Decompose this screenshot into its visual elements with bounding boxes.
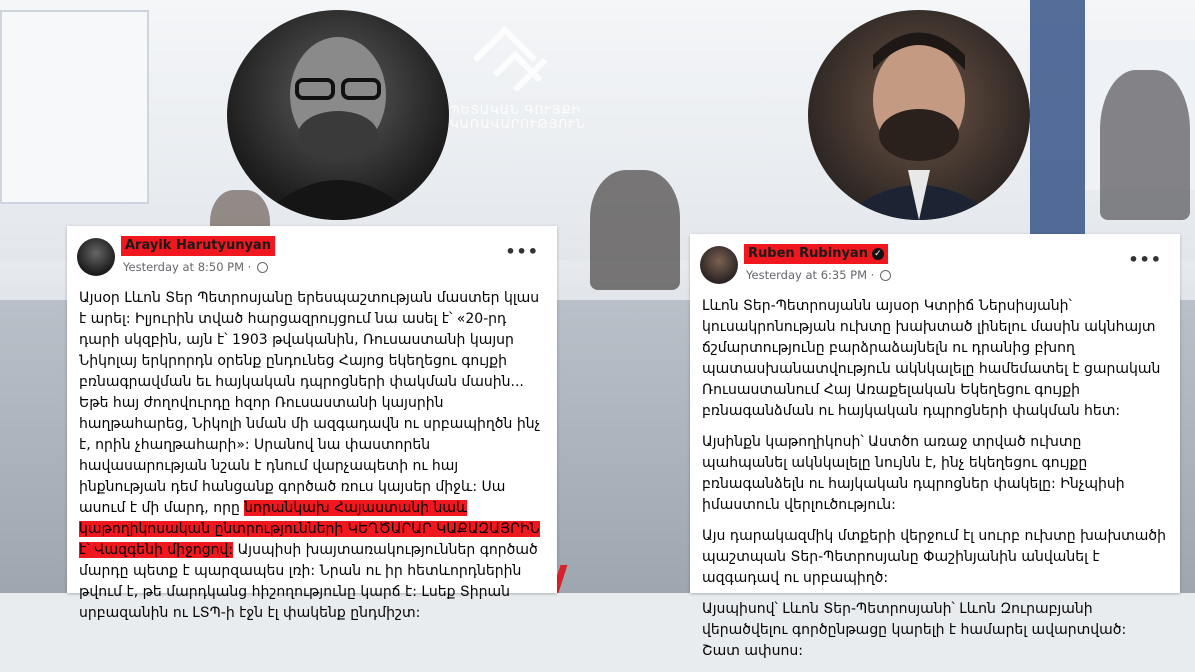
background-person <box>1100 70 1190 220</box>
highlighted-text: նորանկախ Հայաստանի նաև կաթողիկոսական ընտրությունների ԿԵՂԾԱՐԱՐ ԿԱՔԱԶԱՅՐԻՆ է՝ Վազգենի միջոցով: <box>79 500 540 558</box>
post-text <box>702 296 1168 672</box>
background-person <box>590 170 680 290</box>
organization-name: ՊԵՏԱԿԱՆ ԳՈՒՅՔԻ ԿԱՌԱՎԱՐՈՒԹՅՈՒՆ <box>450 103 586 131</box>
verified-badge-icon: ✓ <box>872 248 884 260</box>
avatar[interactable] <box>77 238 115 276</box>
post-paragraph: Լևոն Տեր-Պետրոսյանն այսօր Կտրիճ Ներսիսյանի՝ կուսակրոնության ուխտը խախտած լինելու մասին ակնհայտ ճշմարտությունը բարձրաձայնելն ու դրանից բխող պատասխանատվություն ակնկալելը համեմատել է ցարական Ռուսաստանում Հայ Առաքելական Եկեղեցու գույքի բռնագանձման ու հայկական դպրոցների փակման հետ: <box>702 298 1161 419</box>
globe-icon <box>880 270 891 281</box>
post-timestamp[interactable]: Yesterday at 6:35 PM · <box>746 268 891 282</box>
portrait-silhouette-icon <box>808 10 1030 220</box>
portrait-silhouette-icon <box>227 10 449 220</box>
post-timestamp[interactable]: Yesterday at 8:50 PM · <box>123 260 268 274</box>
post-paragraph: Այս դարակազմիկ մտքերի վերջում էլ սուրբ ուխտը խախտածի պաշտպան Տեր-Պետրոսյանը Փաշինյանին անվանել է ազգադավ ու սրբապիղծ: <box>702 528 1167 586</box>
author-name[interactable]: Arayik Harutyunyan <box>121 236 275 256</box>
post-paragraph: Այսինքն կաթողիկոսի՝ Աստծո առաջ տրված ուխտը պահպանել ակնկալելը նույնն է, ինչ եկեղեցու գույքը բռնագանձելն ու հայկական դպրոցներ փակելը: Ինչպիսի իմաստուն վերլուծություն: <box>702 434 1125 513</box>
post-text-part: Այսպիսի խայտառակություններ գործած մարդը պետք է պարզապես լռի: Նրան ու իր հետևորդներին թվում է, թե մարդկանց հիշողությունը կարճ է: Լսեք Տիրան սրբազանին ու ԼՏՊ-ի էջն էլ փակենք ընդմիշտ: <box>79 542 538 621</box>
avatar[interactable] <box>700 246 738 284</box>
post-paragraph: Այսպիսով՝ Լևոն Տեր-Պետրոսյանի՝ Լևոն Զուրաբյանի վերածվելու գործընթացը կարելի է համարել ավարտված: Շատ ափսոս: <box>702 601 1127 659</box>
post-text <box>79 288 545 624</box>
author-name[interactable]: Ruben Rubinyan ✓ <box>744 244 888 264</box>
facebook-post-ruben <box>690 234 1180 659</box>
more-options-icon[interactable]: ••• <box>1128 250 1162 269</box>
post-text-part: Այսօր Լևոն Տեր Պետրոսյանը երեսպաշտության մաստեր կլաս է արել: Իլյուրին տված հարցազրույցում նա ասել է՝ «20-րդ դարի սկզբին, այն է՝ 1903 թվականին, Ռուսաստանի կայսր Նիկոլայ երկրորդն օրենք ընդունեց Հայոց եկեղեցու գույքի բռնագրավման եւ հայկական դպրոցների փակման մասին... Եթե հայ ժողովուրդը հզոր Ռուսաստանի կայսրին հաղթահարեց, Նիկոլի նման մի ազգադավն ու սրբապիղծն ինչ է, որին չհաղթահարի»: Սրանով նա փաստորեն հավասարության նշան է դնում վարչապետի ու հայ ինքնության դեմ հանցանք գործած ռուս կայսեր միջև: Սա ասում է մի մարդ, որը <box>79 290 541 516</box>
background-screen <box>0 10 149 204</box>
handshake-logo-icon <box>460 15 570 105</box>
more-options-icon[interactable]: ••• <box>505 242 539 261</box>
portrait-ruben <box>808 10 1030 220</box>
globe-icon <box>257 262 268 273</box>
portrait-arayik <box>227 10 449 220</box>
facebook-post-arayik <box>67 226 557 621</box>
